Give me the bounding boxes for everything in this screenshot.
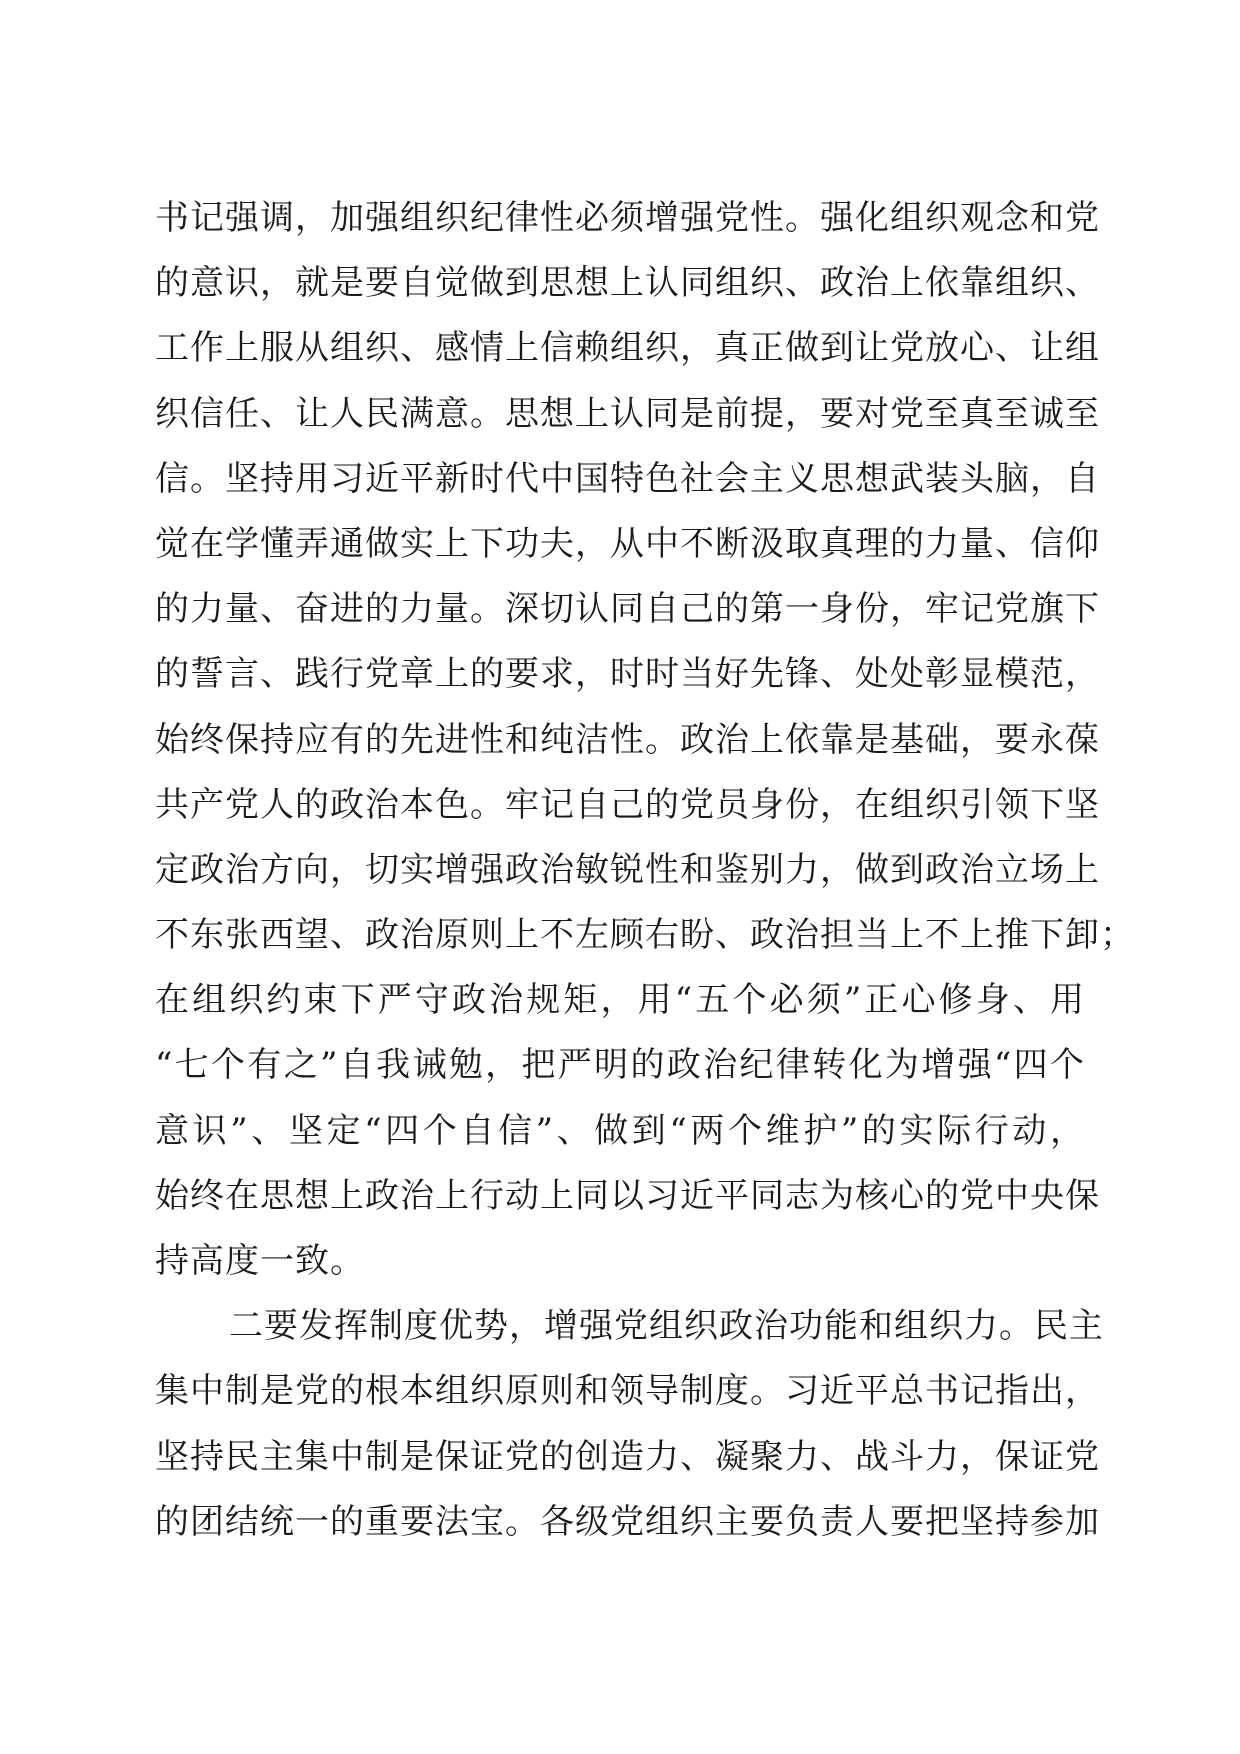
text-line: 的团结统一的重要法宝。各级党组织主要负责人要把坚持参加 xyxy=(155,1501,1100,1542)
text-line: 集中制是党的根本组织原则和领导制度。习近平总书记指出， xyxy=(155,1371,1100,1412)
text-line: 的誓言、践行党章上的要求，时时当好先锋、处处彰显模范， xyxy=(155,654,1100,695)
text-line: 工作上服从组织、感情上信赖组织，真正做到让党放心、让组 xyxy=(155,328,1100,369)
text-line: 意识”、坚定“四个自信”、做到“两个维护”的实际行动， xyxy=(155,1110,1085,1151)
text-line: 不东张西望、政治原则上不左顾右盼、政治担当上不上推下卸； xyxy=(155,915,1135,956)
paragraph-1 xyxy=(155,186,1135,1294)
text-line: 书记强调，加强组织纪律性必须增强党性。强化组织观念和党 xyxy=(155,198,1100,238)
text-line: 的力量、奋进的力量。深切认同自己的第一身份，牢记党旗下 xyxy=(155,589,1100,630)
text-line: 坚持民主集中制是保证党的创造力、凝聚力、战斗力，保证党 xyxy=(155,1436,1100,1477)
text-line: 信。坚持用习近平新时代中国特色社会主义思想武装头脑，自 xyxy=(155,458,1100,499)
text-line: 织信任、让人民满意。思想上认同是前提，要对党至真至诚至 xyxy=(155,393,1100,434)
text-line: 共产党人的政治本色。牢记自己的党员身份，在组织引领下坚 xyxy=(155,784,1100,825)
paragraph-2 xyxy=(155,1294,1104,1555)
text-line: 定政治方向，切实增强政治敏锐性和鉴别力，做到政治立场上 xyxy=(155,849,1100,890)
text-line: “七个有之”自我诫勉，把严明的政治纪律转化为增强“四个 xyxy=(155,1045,1085,1086)
text-line: 的意识，就是要自觉做到思想上认同组织、政治上依靠组织、 xyxy=(155,263,1100,304)
text-line: 始终保持应有的先进性和纯洁性。政治上依靠是基础，要永葆 xyxy=(155,719,1100,760)
text-line: 二要发挥制度优势，增强党组织政治功能和组织力。民主 xyxy=(229,1306,1104,1347)
text-line: 觉在学懂弄通做实上下功夫，从中不断汲取真理的力量、信仰 xyxy=(155,523,1100,564)
text-line: 始终在思想上政治上行动上同以习近平同志为核心的党中央保 xyxy=(155,1175,1100,1216)
body-text xyxy=(155,186,1135,1555)
text-line: 在组织约束下严守政治规矩，用“五个必须”正心修身、用 xyxy=(155,980,1085,1021)
text-line: 持高度一致。 xyxy=(155,1241,365,1281)
